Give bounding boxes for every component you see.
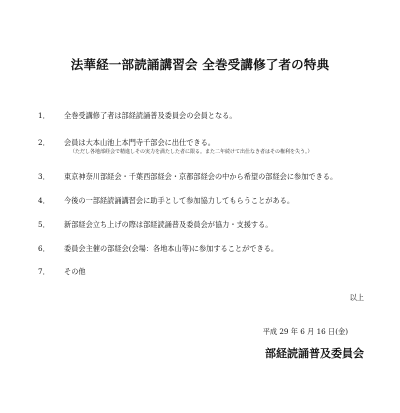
item-number: 3．: [38, 172, 50, 181]
item-number: 2．: [38, 138, 50, 147]
closing-text: 以上: [349, 293, 364, 302]
document-title: 法華経一部読誦講習会 全巻受講修了者の特典: [70, 57, 330, 72]
item-number: 6．: [38, 244, 50, 253]
item-text: 会員は大本山池上本門寺千部会に出仕できる。: [64, 138, 215, 147]
item-number: 1．: [38, 111, 50, 120]
item-text: 今後の一部経読誦講習会に助手として参加協力してもらうことがある。: [64, 196, 295, 205]
item-text: その他: [64, 267, 86, 276]
item-text: 新部経会立ち上げの際は部経読誦普及委員会が協力・支援する。: [64, 220, 273, 229]
item-text: 全巻受講修了者は部経読誦普及委員会の会員となる。: [64, 111, 237, 120]
item-2-note: （ただし各地部経会で精進しその実力を満たした者に限る。また二年続けて出仕なき者はその権利を失う。）: [70, 149, 313, 155]
organization-name: 部経読誦普及委員会: [265, 347, 364, 360]
item-number: 4．: [38, 196, 50, 205]
document-date: 平成 29 年 6 月 16 日(金): [262, 327, 348, 336]
item-number: 7．: [38, 267, 50, 276]
item-text: 委員会主催の部経会(会場：各地本山等)に参加することができる。: [64, 244, 279, 253]
item-text: 東京神奈川部経会・千葉西部経会・京都部経会の中から希望の部経会に参加できる。: [64, 172, 338, 181]
item-number: 5．: [38, 220, 50, 229]
